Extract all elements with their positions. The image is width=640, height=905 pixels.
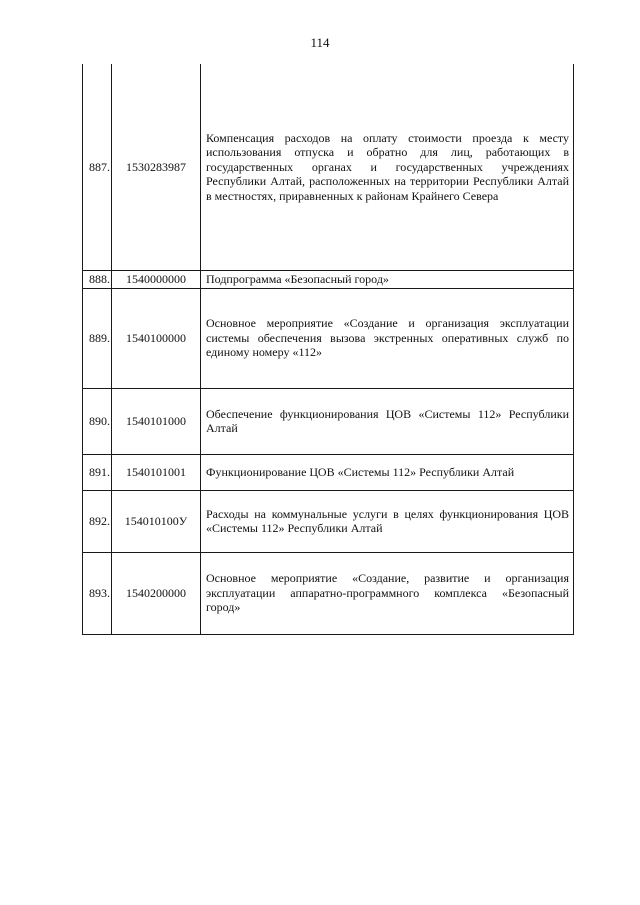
row-number: 887. (83, 64, 112, 270)
row-name: Основное мероприятие «Создание и организация эксплуатации системы обеспечения вызова экстренных оперативных служб по единому номеру «112» (201, 288, 574, 388)
row-code: 1530283987 (112, 64, 201, 270)
row-code: 1540000000 (112, 270, 201, 288)
row-number: 893. (83, 552, 112, 634)
row-number: 889. (83, 288, 112, 388)
row-number: 888. (83, 270, 112, 288)
table-row (83, 270, 574, 288)
row-code: 154010100У (112, 490, 201, 552)
row-name: Основное мероприятие «Создание, развитие и организация эксплуатации аппаратно-программного комплекса «Безопасный город» (201, 552, 574, 634)
row-number: 890. (83, 388, 112, 454)
row-code: 1540101000 (112, 388, 201, 454)
table-row (83, 64, 574, 270)
row-name: Расходы на коммунальные услуги в целях функционирования ЦОВ «Системы 112» Республики Алтай (201, 490, 574, 552)
row-name: Функционирование ЦОВ «Системы 112» Республики Алтай (201, 454, 574, 490)
row-name: Обеспечение функционирования ЦОВ «Системы 112» Республики Алтай (201, 388, 574, 454)
page-number: 114 (310, 35, 330, 50)
table-row (83, 552, 574, 634)
row-name: Подпрограмма «Безопасный город» (201, 270, 574, 288)
row-number: 892. (83, 490, 112, 552)
row-code: 1540101001 (112, 454, 201, 490)
table-row (83, 288, 574, 388)
row-code: 1540200000 (112, 552, 201, 634)
row-code: 1540100000 (112, 288, 201, 388)
table-row (83, 388, 574, 454)
table-row (83, 490, 574, 552)
row-number: 891. (83, 454, 112, 490)
table-row (83, 454, 574, 490)
row-name: Компенсация расходов на оплату стоимости проезда к месту использования отпуска и обратно для лиц, работающих в государственных органах и государственных учреждениях Республики Алтай, расположенных на территории Республики Алтай в местностях, приравненных к районам Крайнего Севера (201, 64, 574, 270)
budget-classification-table (82, 64, 574, 635)
